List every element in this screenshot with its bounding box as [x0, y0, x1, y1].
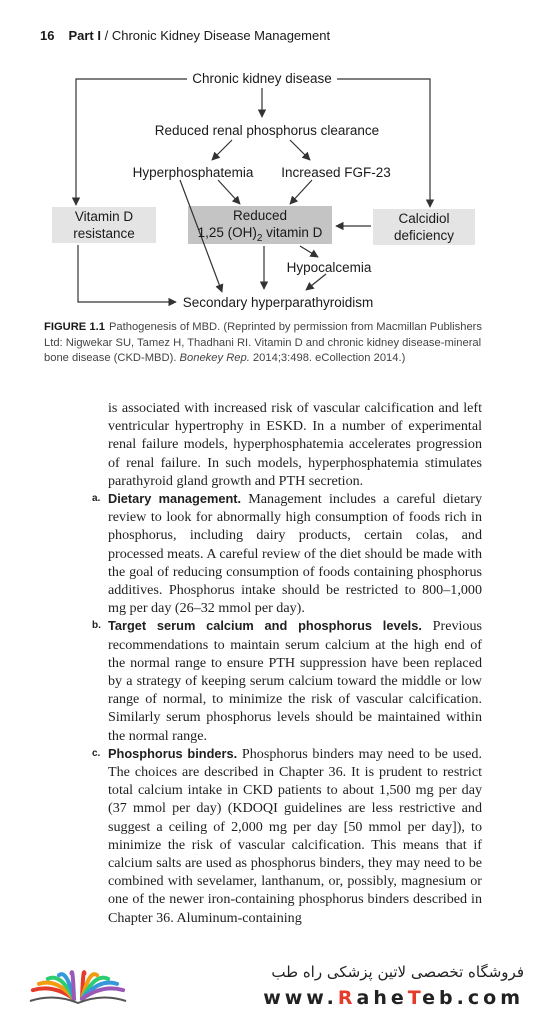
node-reduced-clearance: Reduced renal phosphorus clearance [154, 123, 380, 138]
store-url[interactable]: www.RaheTeb.com [263, 987, 524, 1009]
item-heading: Dietary management. [108, 491, 242, 507]
node-hypocalcemia: Hypocalcemia [286, 260, 372, 275]
item-heading: Target serum calcium and phosphorus levels. [108, 618, 422, 634]
book-logo-icon [18, 963, 138, 1007]
figure-caption [44, 320, 494, 367]
caption-text-end: 2014;3:498. eCollection 2014.) [249, 352, 406, 364]
page-number: 16 [40, 28, 55, 43]
store-name: فروشگاه تخصصی لاتین پزشکی راه طب [271, 963, 524, 981]
body-text [92, 399, 482, 927]
watermark-footer [0, 955, 542, 1012]
node-reduced-vitd-line1: Reduced [232, 208, 288, 223]
arrow-ckd-to-vitd-resistance [76, 79, 187, 205]
mbd-pathogenesis-diagram [0, 60, 542, 315]
arrow-hyperphosphatemia-to-reduced-vitd [218, 180, 240, 204]
node-vitd-resistance-line1: Vitamin D [74, 209, 134, 224]
intro-paragraph: is associated with increased risk of vascular calcification and left ventricular hypertrophy in ESKD. In a number of experimental renal failure models, hyperphosphatemia accelerates progression of renal failure. In such models, hyperphosphatemia stimulates parathyroid gland growth and PTH secretion. [108, 400, 482, 489]
arrow-clearance-to-fgf23 [290, 140, 310, 160]
node-ckd: Chronic kidney disease [192, 71, 332, 86]
part-label: Part I [68, 28, 101, 43]
item-text: Previous recommendations to maintain serum calcium at the high end of the normal range to ensure PTH suppression have been replaced by a strategy of keeping serum calcium toward the middle or low range of normal, to minimize the risk of vascular calcification. Similarly serum phosphorus levels should be maintained within the normal range. [108, 618, 482, 744]
node-shpt: Secondary hyperparathyroidism [182, 295, 374, 310]
item-marker: a. [92, 493, 101, 505]
caption-journal: Bonekey Rep. [179, 352, 250, 364]
node-calcidiol-line1: Calcidiol [398, 211, 450, 226]
node-reduced-vitd-line2: 1,25 $(OH)_2$ vitamin D [197, 225, 323, 244]
arrow-clearance-to-hyperphosphatemia [212, 140, 232, 160]
item-marker: b. [92, 620, 101, 632]
arrow-ckd-to-calcidiol [337, 79, 430, 207]
list-item-dietary [92, 490, 482, 617]
header-separator: / [100, 28, 112, 43]
running-header [40, 28, 330, 43]
arrow-reduced-vitd-to-hypocalcemia [300, 246, 318, 257]
item-text: Management includes a careful dietary review to look for abnormally high consumption of foods rich in phosphorus, including dairy products, certain colas, and processed meats. A careful review of the diet should be made with the goal of reducing consumption of foods containing phosphorus additives. Phosphorus intake should be restricted to 800–1,000 mg per day (26–32 mmol per day). [108, 491, 482, 617]
logo-stroke [72, 972, 74, 999]
section-title: Chronic Kidney Disease Management [111, 28, 331, 43]
node-calcidiol-line2: deficiency [393, 228, 455, 243]
arrow-vitd-resistance-to-shpt [78, 245, 176, 302]
item-heading: Phosphorus binders. [108, 745, 238, 761]
arrow-fgf23-to-reduced-vitd [290, 180, 312, 204]
node-vitd-resistance-line2: resistance [73, 226, 135, 241]
figure-label: FIGURE 1.1 [44, 321, 105, 333]
item-marker: c. [92, 747, 101, 759]
list-item-target-levels [92, 617, 482, 744]
list-item-binders [92, 745, 482, 927]
item-text: Phosphorus binders may need to be used. The choices are described in Chapter 36. It is prudent to restrict total calcium intake in CKD patients to about 1,500 mg per day (37 mmol per day) (KDOQI guidelines are less restrictive and suggest a ceiling of 2,000 mg per day [50 mmol per day]), to minimize the risk of vascular calcification. This means that if calcium salts are used as phosphorus binders, they may need to be combined with sevelamer, lanthanum, or, possibly, magnesium or one of the newer iron-containing phosphorus binders described in Chapter 36. Aluminum-containing [108, 745, 482, 926]
caption-text: Pathogenesis of MBD. (Reprinted by permission from Macmillan Publishers Ltd: Nigwekar SU, Tamez H, Thadhani RI. Vitamin D and chronic kidney disease-mineral bone disease (CKD-MBD). [44, 321, 483, 364]
store-watermark [263, 963, 524, 1009]
arrow-hypocalcemia-to-shpt [306, 274, 326, 290]
node-fgf23: Increased FGF-23 [281, 165, 391, 180]
node-hyperphosphatemia: Hyperphosphatemia [132, 165, 254, 180]
